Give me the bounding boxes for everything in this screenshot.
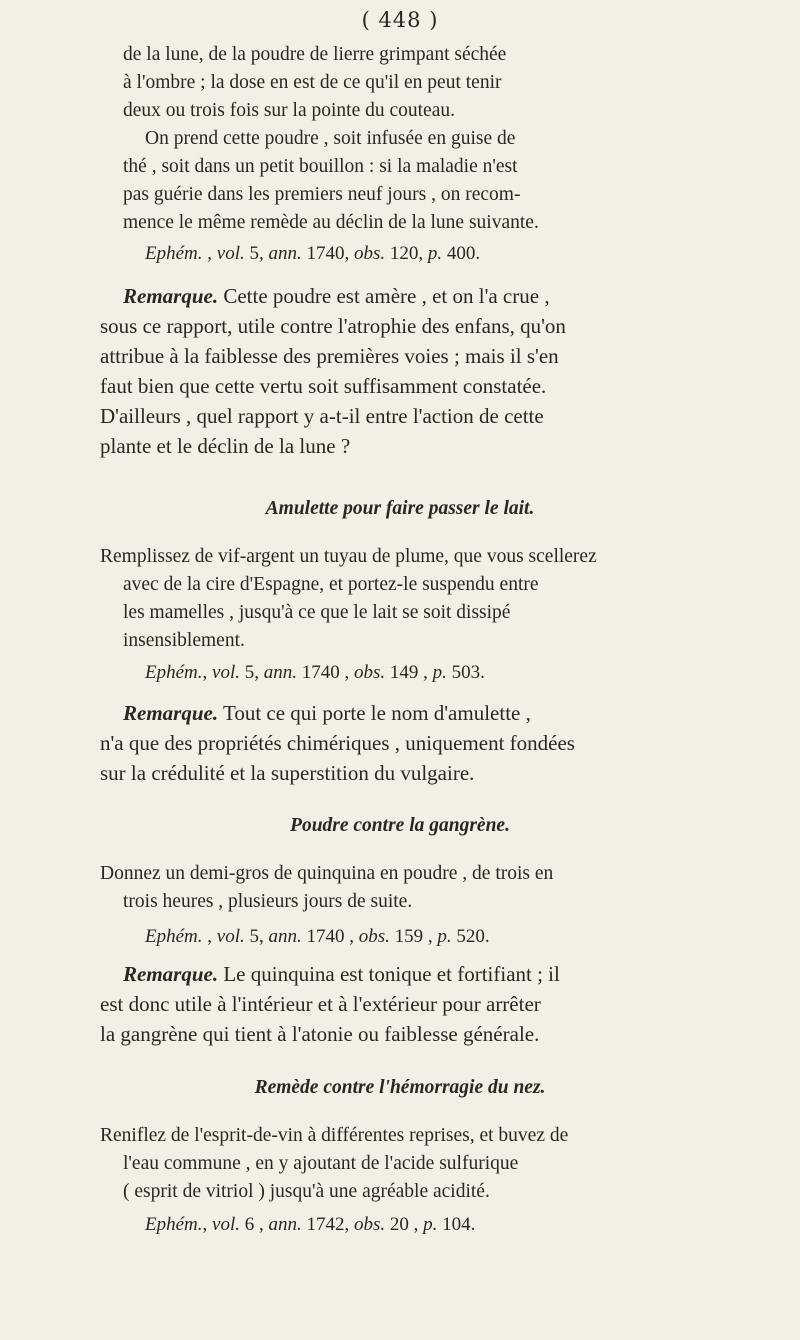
remark-line: la gangrène qui tient à l'atonie ou faiblesse générale. (100, 1022, 540, 1046)
remark-line: n'a que des propriétés chimériques , uniquement fondées (100, 731, 575, 755)
remark-line: Remarque. Le quinquina est tonique et fortifiant ; il (123, 962, 560, 986)
remark-label: Remarque. (123, 284, 219, 308)
section-heading: Remède contre l'hémorragie du nez. (254, 1077, 546, 1098)
citation: Ephém., vol. 6 , ann. 1742, obs. 20 , p. 104. (145, 1214, 476, 1235)
text-line: Remplissez de vif-argent un tuyau de plume, que vous scellerez (100, 546, 597, 567)
text-line: de la lune, de la poudre de lierre grimpant séchée (123, 44, 507, 65)
remark-line: plante et le déclin de la lune ? (100, 434, 351, 458)
text-line: deux ou trois fois sur la pointe du couteau. (123, 100, 455, 121)
remark-label: Remarque. (123, 701, 219, 725)
text-line: On prend cette poudre , soit infusée en guise de (145, 128, 516, 149)
remark-line: est donc utile à l'intérieur et à l'extérieur pour arrêter (100, 992, 541, 1016)
text-line: Donnez un demi-gros de quinquina en poudre , de trois en (100, 863, 554, 884)
citation: Ephém. , vol. 5, ann. 1740 , obs. 159 , p. 520. (145, 926, 490, 947)
section-heading: Amulette pour faire passer le lait. (265, 498, 535, 519)
remark-line: attribue à la faiblesse des premières voies ; mais il s'en (100, 344, 559, 368)
text-line: à l'ombre ; la dose en est de ce qu'il en peut tenir (123, 72, 502, 93)
text-line: trois heures , plusieurs jours de suite. (123, 891, 413, 912)
citation: Ephém. , vol. 5, ann. 1740, obs. 120, p. 400. (145, 243, 481, 264)
text-line: pas guérie dans les premiers neuf jours , on recom- (123, 184, 521, 205)
remark-line: Remarque. Cette poudre est amère , et on l'a crue , (123, 284, 550, 308)
page-number: ( 448 ) (361, 8, 439, 32)
citation-source: Ephém. (145, 662, 203, 683)
text-line: ( esprit de vitriol ) jusqu'à une agréable acidité. (123, 1181, 490, 1202)
text-line: insensiblement. (123, 630, 245, 651)
section-heading: Poudre contre la gangrène. (290, 815, 510, 836)
citation: Ephém., vol. 5, ann. 1740 , obs. 149 , p. 503. (145, 662, 485, 683)
citation-source: Ephém. (145, 926, 203, 947)
text-line: avec de la cire d'Espagne, et portez-le suspendu entre (123, 574, 539, 595)
text-line: mence le même remède au déclin de la lune suivante. (123, 212, 539, 233)
remark-line: faut bien que cette vertu soit suffisamment constatée. (100, 374, 547, 398)
text-line: Reniflez de l'esprit-de-vin à différentes reprises, et buvez de (100, 1125, 569, 1146)
remark-line: D'ailleurs , quel rapport y a-t-il entre l'action de cette (100, 404, 544, 428)
text-line: thé , soit dans un petit bouillon : si la maladie n'est (123, 156, 518, 177)
remark-line: sous ce rapport, utile contre l'atrophie des enfans, qu'on (100, 314, 566, 338)
remark-label: Remarque. (123, 962, 219, 986)
text-line: l'eau commune , en y ajoutant de l'acide sulfurique (123, 1153, 519, 1174)
remark-line: Remarque. Tout ce qui porte le nom d'amulette , (123, 701, 531, 725)
remark-line: sur la crédulité et la superstition du vulgaire. (100, 761, 475, 785)
text-line: les mamelles , jusqu'à ce que le lait se soit dissipé (123, 602, 511, 623)
citation-source: Ephém. (145, 243, 203, 264)
citation-source: Ephém. (145, 1214, 203, 1235)
